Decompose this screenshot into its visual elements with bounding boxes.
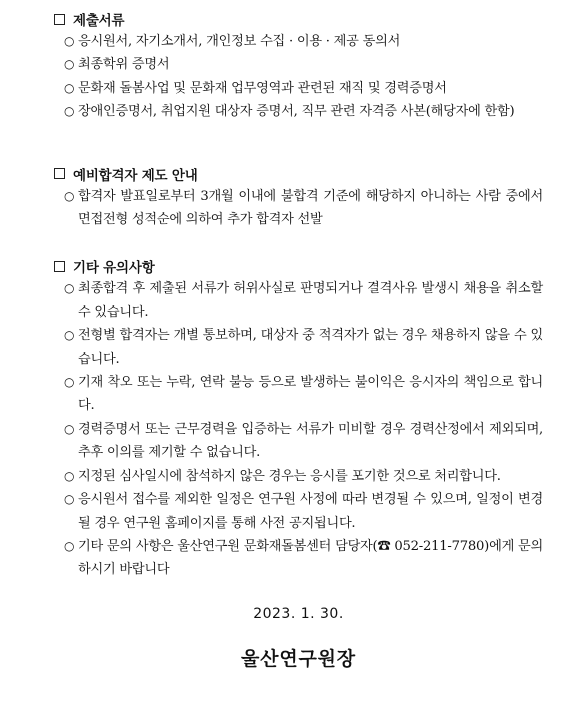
circle-bullet-icon: ○ — [64, 80, 75, 95]
section-header — [54, 163, 543, 185]
circle-bullet-icon: ○ — [64, 104, 75, 119]
list-item-text: 기타 문의 사항은 울산연구원 문화재돌봄센터 담당자(☎ 052-211-7780)에게 문의하시기 바랍니다 — [78, 538, 543, 578]
checkbox-icon — [54, 261, 65, 272]
list-item-text: 응시원서, 자기소개서, 개인정보 수집 · 이용 · 제공 동의서 — [78, 34, 401, 49]
checkbox-icon — [54, 14, 65, 25]
list-item-text: 경력증명서 또는 근무경력을 입증하는 서류가 미비할 경우 경력산정에서 제외되며, 추후 이의를 제기할 수 없습니다. — [78, 421, 543, 461]
list-item — [64, 324, 543, 371]
list-item-text: 전형별 합격자는 개별 통보하며, 대상자 중 적격자가 없는 경우 채용하지 않을 수 있습니다. — [78, 328, 543, 367]
list-item — [64, 535, 543, 582]
list-item — [64, 53, 543, 76]
list-item-text: 장애인증명서, 취업지원 대상자 증명서, 직무 관련 자격증 사본(해당자에 한함) — [78, 104, 515, 120]
item-list — [54, 30, 543, 124]
circle-bullet-icon: ○ — [64, 421, 75, 436]
section-title: 기타 유의사항 — [73, 260, 155, 277]
document-date: 2023. 1. 30. — [253, 605, 344, 622]
circle-bullet-icon: ○ — [64, 375, 75, 390]
list-item-text: 응시원서 접수를 제외한 일정은 연구원 사정에 따라 변경될 수 있으며, 일정이 변경될 경우 연구원 홈페이지를 통해 사전 공지됩니다. — [78, 492, 543, 531]
section-header — [54, 255, 543, 277]
issuer-signature: 울산연구원장 — [241, 647, 356, 670]
list-item — [64, 100, 543, 123]
list-item — [64, 277, 543, 324]
circle-bullet-icon: ○ — [64, 492, 75, 507]
section-reserve-candidates — [54, 163, 543, 232]
item-list — [54, 185, 543, 232]
circle-bullet-icon: ○ — [64, 538, 75, 553]
list-item — [64, 77, 543, 100]
section-title: 제출서류 — [73, 13, 125, 29]
list-item — [64, 30, 543, 53]
list-item-text: 최종학위 증명서 — [78, 57, 170, 73]
section-header — [54, 8, 543, 30]
list-item-text: 지정된 심사일시에 참석하지 않은 경우는 응시를 포기한 것으로 처리합니다. — [78, 468, 501, 484]
list-item — [64, 418, 543, 465]
list-item — [64, 465, 543, 488]
list-item — [64, 488, 543, 535]
circle-bullet-icon: ○ — [64, 281, 75, 296]
section-submission-documents — [54, 8, 543, 124]
circle-bullet-icon: ○ — [64, 57, 75, 72]
section-other-notes — [54, 255, 543, 581]
list-item — [64, 185, 543, 232]
item-list — [54, 277, 543, 581]
list-item-text: 문화재 돌봄사업 및 문화재 업무영역과 관련된 재직 및 경력증명서 — [78, 80, 447, 96]
list-item-text: 최종합격 후 제출된 서류가 허위사실로 판명되거나 결격사유 발생시 채용을 취소할 수 있습니다. — [78, 281, 543, 320]
list-item-text: 합격자 발표일로부터 3개월 이내에 불합격 기준에 해당하지 아니하는 사람 중에서 면접전형 성적순에 의하여 추가 합격자 선발 — [78, 188, 543, 228]
circle-bullet-icon: ○ — [64, 34, 75, 48]
list-item-text: 기재 착오 또는 누락, 연락 불능 등으로 발생하는 불이익은 응시자의 책임으로 합니다. — [78, 375, 543, 414]
list-item — [64, 371, 543, 418]
circle-bullet-icon: ○ — [64, 468, 75, 483]
section-title: 예비합격자 제도 안내 — [73, 167, 198, 184]
circle-bullet-icon: ○ — [64, 188, 75, 203]
checkbox-icon — [54, 168, 65, 179]
circle-bullet-icon: ○ — [64, 328, 75, 343]
